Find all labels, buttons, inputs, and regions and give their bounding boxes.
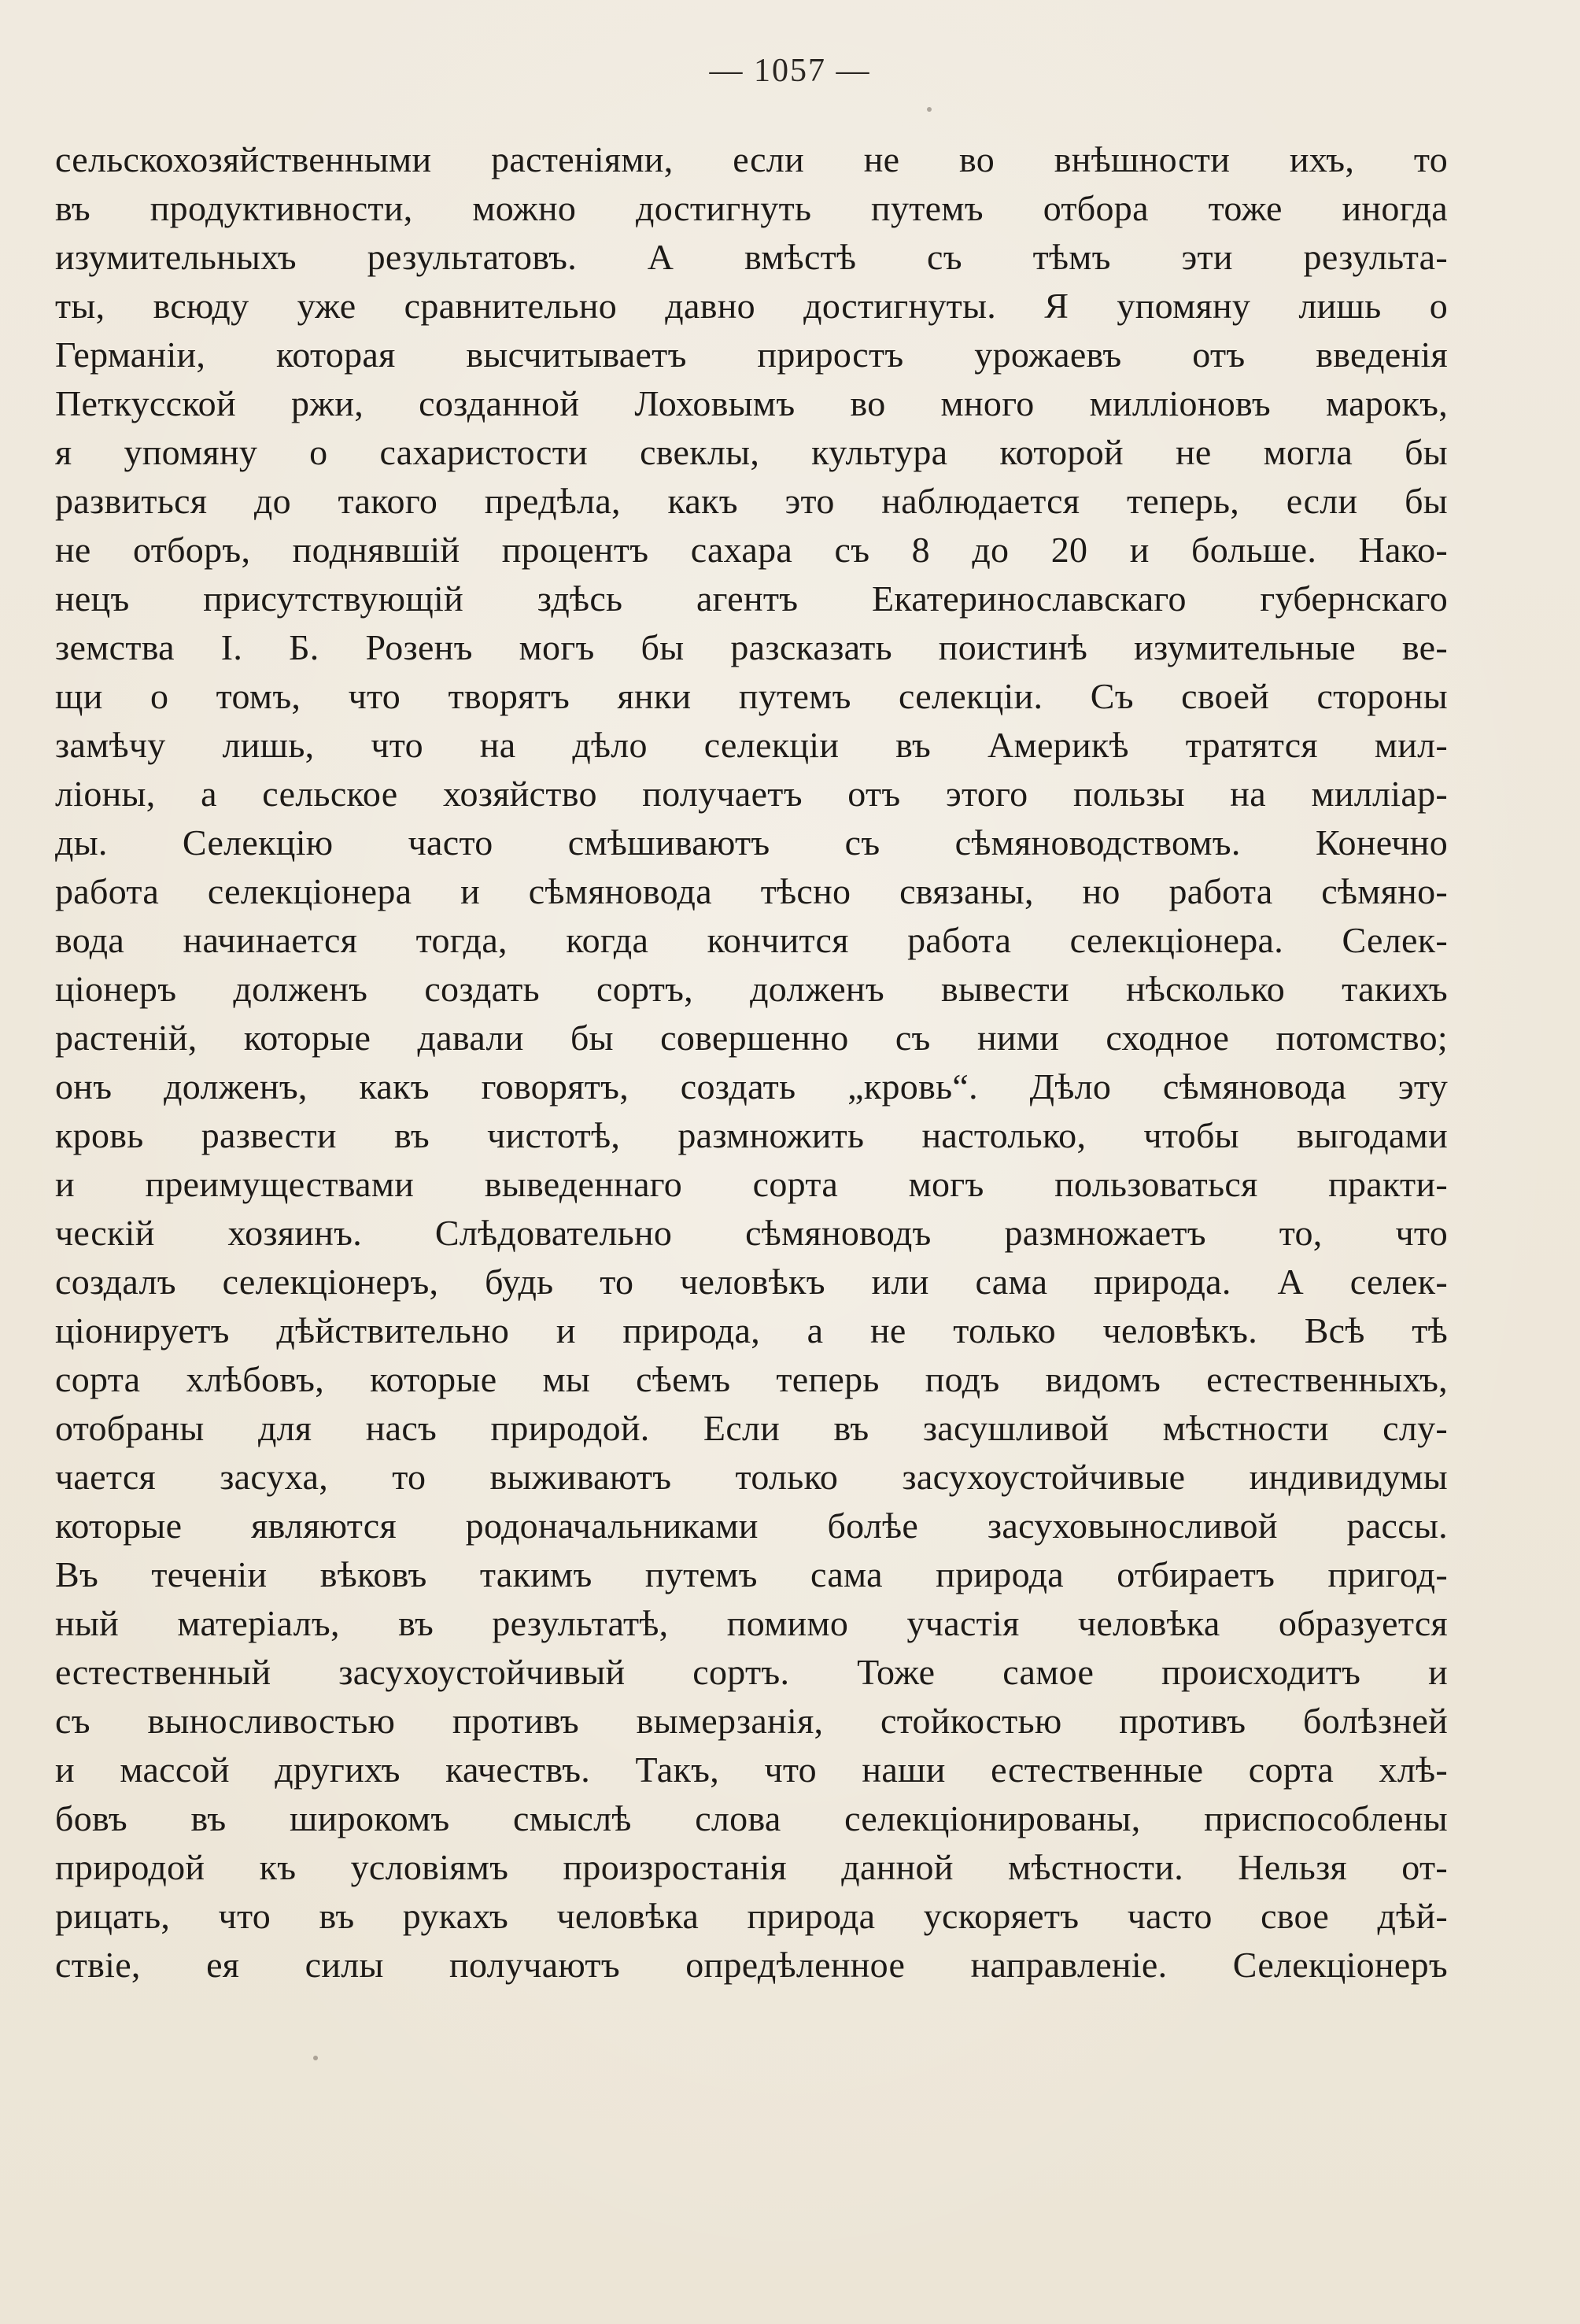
ink-speck — [313, 2056, 318, 2060]
text-line: земства I. Б. Розенъ могъ бы разсказать поистинѣ изумительные ве- — [55, 627, 1448, 667]
text-line: Германіи, которая высчитываетъ приростъ урожаевъ отъ введенія — [55, 334, 1448, 375]
text-line: онъ долженъ, какъ говорятъ, создать „кровь“. Дѣло сѣмяновода эту — [55, 1066, 1448, 1107]
text-line: изумительныхъ результатовъ. А вмѣстѣ съ тѣмъ эти результа- — [55, 237, 1448, 277]
text-line: ціонеръ долженъ создать сортъ, долженъ вывести нѣсколько такихъ — [55, 969, 1448, 1009]
text-line: ды. Селекцію часто смѣшиваютъ съ сѣмяноводствомъ. Конечно — [55, 822, 1448, 863]
text-line: ціонируетъ дѣйствительно и природа, а не только человѣкъ. Всѣ тѣ — [55, 1310, 1448, 1350]
text-line: естественный засухоустойчивый сортъ. Тоже самое происходитъ и — [55, 1652, 1448, 1692]
text-line: ный матеріалъ, въ результатѣ, помимо участія человѣка образуется — [55, 1603, 1448, 1643]
text-line: природой къ условіямъ произростанія данной мѣстности. Нельзя от- — [55, 1847, 1448, 1887]
text-line: съ выносливостью противъ вымерзанія, стойкостью противъ болѣзней — [55, 1701, 1448, 1741]
text-line: чается засуха, то выживаютъ только засухоустойчивые индивидумы — [55, 1457, 1448, 1497]
text-line: вода начинается тогда, когда кончится работа селекціонера. Селек- — [55, 920, 1448, 960]
text-line: отобраны для насъ природой. Если въ засушливой мѣстности слу- — [55, 1408, 1448, 1448]
text-line: Петкусской ржи, созданной Лоховымъ во много милліоновъ марокъ, — [55, 383, 1448, 423]
text-line: щи о томъ, что творятъ янки путемъ селекціи. Съ своей стороны — [55, 676, 1448, 716]
text-line: Въ теченіи вѣковъ такимъ путемъ сама природа отбираетъ пригод- — [55, 1554, 1448, 1594]
text-line: бовъ въ широкомъ смыслѣ слова селекціонированы, приспособлены — [55, 1798, 1448, 1838]
text-line: рицать, что въ рукахъ человѣка природа ускоряетъ часто свое дѣй- — [55, 1896, 1448, 1936]
text-line: создалъ селекціонеръ, будь то человѣкъ или сама природа. А селек- — [55, 1262, 1448, 1302]
ink-speck — [927, 107, 932, 112]
text-line: сорта хлѣбовъ, которые мы сѣемъ теперь подъ видомъ естественныхъ, — [55, 1359, 1448, 1399]
text-line: развиться до такого предѣла, какъ это наблюдается теперь, если бы — [55, 481, 1448, 521]
text-line: нецъ присутствующій здѣсь агентъ Екатеринославскаго губернскаго — [55, 578, 1448, 619]
text-line: работа селекціонера и сѣмяновода тѣсно связаны, но работа сѣмяно- — [55, 871, 1448, 911]
body-text — [55, 135, 1448, 1990]
text-line: ческій хозяинъ. Слѣдовательно сѣмяноводъ размножаетъ то, что — [55, 1213, 1448, 1253]
text-line: которые являются родоначальниками болѣе засуховыносливой рассы. — [55, 1506, 1448, 1546]
page-number: — 1057 — — [709, 53, 871, 89]
text-line: ствіе, ея силы получаютъ опредѣленное направленіе. Селекціонеръ — [55, 1945, 1448, 1985]
text-line: кровь развести въ чистотѣ, размножить настолько, чтобы выгодами — [55, 1115, 1448, 1155]
text-line: ты, всюду уже сравнительно давно достигнуты. Я упомяну лишь о — [55, 286, 1448, 326]
text-line: растеній, которые давали бы совершенно съ ними сходное потомство; — [55, 1018, 1448, 1058]
text-line: не отборъ, поднявшій процентъ сахара съ 8 до 20 и больше. Нако- — [55, 530, 1448, 570]
text-line: и массой другихъ качествъ. Такъ, что наши естественные сорта хлѣ- — [55, 1749, 1448, 1790]
text-line: и преимуществами выведеннаго сорта могъ пользоваться практи- — [55, 1164, 1448, 1204]
text-line: сельскохозяйственными растеніями, если не во внѣшности ихъ, то — [55, 139, 1448, 179]
text-line: замѣчу лишь, что на дѣло селекціи въ Америкѣ тратятся мил- — [55, 725, 1448, 765]
text-line: ліоны, а сельское хозяйство получаетъ отъ этого пользы на милліар- — [55, 774, 1448, 814]
text-line: я упомяну о сахаристости свеклы, культура которой не могла бы — [55, 432, 1448, 472]
text-line: въ продуктивности, можно достигнуть путемъ отбора тоже иногда — [55, 188, 1448, 228]
